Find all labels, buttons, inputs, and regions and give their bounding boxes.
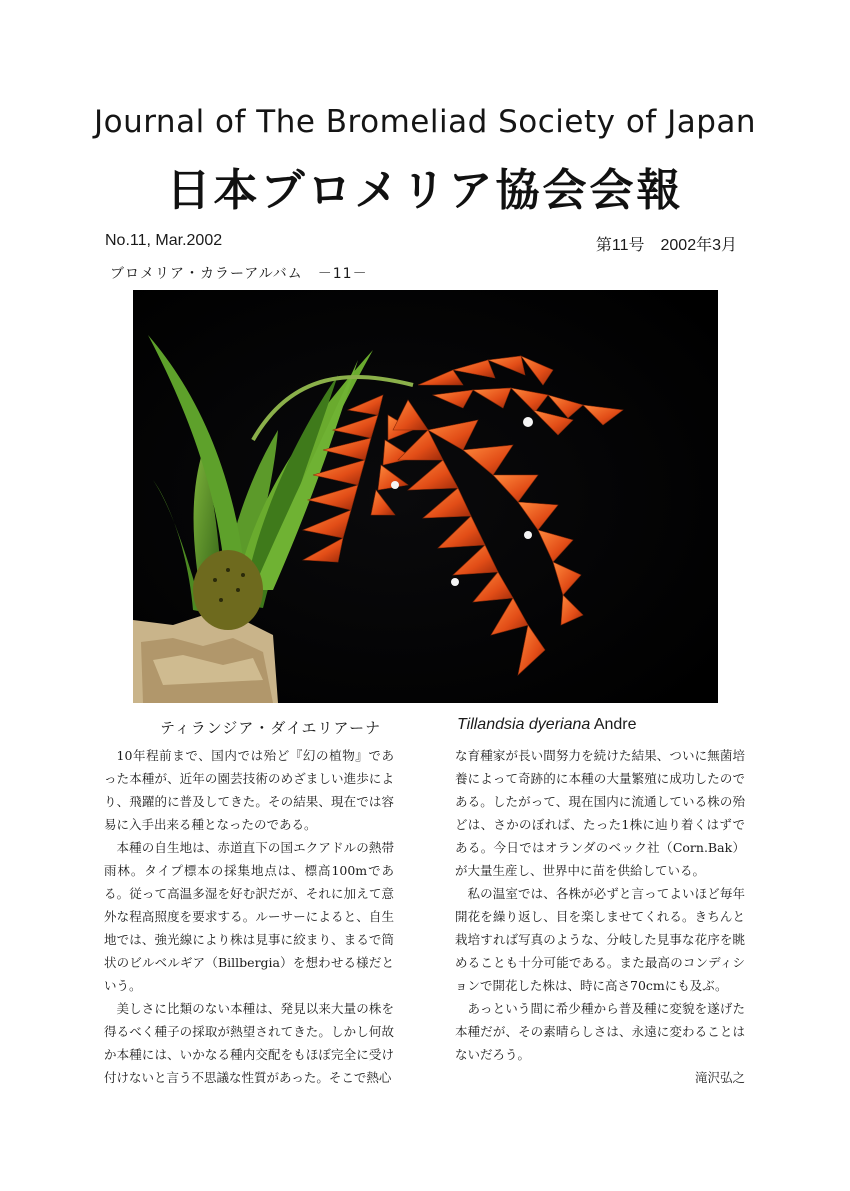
caption-japanese-name: ティランジア・ダイエリアーナ: [160, 719, 382, 737]
article-paragraph-3-continued: な育種家が長い間努力を続けた結果、ついに無菌培養によって奇跡的に本種の大量繁殖に成功したのである。したがって、現在国内に流通している株の殆どは、さかのぼれば、たった1株に辿り着くはずである。今日ではオランダのベック社（Corn.Bak）が大量生産し、世界中に苗を供給している。: [455, 748, 745, 878]
article-column-right: [455, 744, 745, 1089]
issue-number-english: No.11, Mar.2002: [105, 232, 223, 249]
issue-number-japanese: 第11号 2002年3月: [595, 237, 737, 254]
tillandsia-photo: [133, 290, 718, 703]
article-author: 滝沢弘之: [694, 1070, 745, 1085]
plant-illustration: [133, 290, 718, 703]
article-column-left: [104, 744, 394, 1089]
article-paragraph-2: 本種の自生地は、赤道直下の国エクアドルの熱帯雨林。タイプ標本の採集地点は、標高100mである。従って高温多湿を好む訳だが、それに加えて意外な程高照度を要求する。ルーサーによると、自生地では、強光線により株は見事に絞まり、まるで筒状のビルベルギア（Billbergia）を想わせる様だという。: [104, 840, 394, 993]
journal-title-english: Journal of The Bromeliad Society of Japan: [93, 104, 757, 140]
species-author: Andre: [590, 716, 637, 733]
journal-title-japanese: 日本ブロメリア協会会報: [166, 165, 684, 216]
species-name: Tillandsia dyeriana: [457, 716, 591, 733]
article-paragraph-5: あっという間に希少種から普及種に変貌を遂げた本種だが、その素晴らしさは、永遠に変わることはないだろう。: [455, 1001, 745, 1062]
article-paragraph-1: 10年程前まで、国内では殆ど『幻の植物』であった本種が、近年の園芸技術のめざましい進歩により、飛躍的に普及してきた。その結果、現在では容易に入手出来る種となったのである。: [104, 748, 394, 832]
caption-scientific-name: [457, 716, 637, 734]
article-paragraph-4: 私の温室では、各株が必ずと言ってよいほど毎年開花を繰り返し、目を楽しませてくれる。きちんと栽培すれば写真のような、分岐した見事な花序を眺めることも十分可能である。また最高のコンディションで開花した株は、時に高さ70cmにも及ぶ。: [455, 886, 745, 993]
color-album-label: ブロメリア・カラーアルバム －11－: [110, 266, 368, 282]
article-paragraph-3: 美しさに比類のない本種は、発見以来大量の株を得るべく種子の採取が熱望されてきた。しかし何故か本種には、いかなる種内交配をもほぼ完全に受け付けないと言う不思議な性質があった。そこで熱心: [104, 1001, 394, 1085]
